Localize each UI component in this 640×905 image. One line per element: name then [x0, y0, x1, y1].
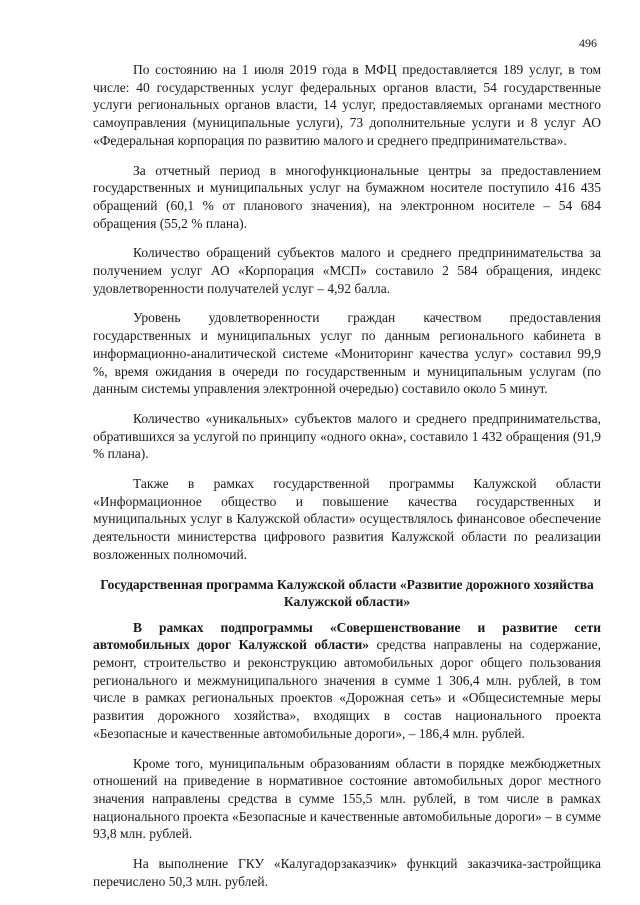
- paragraph-municipal-funds: Кроме того, муниципальным образованиям области в порядке межбюджетных отношений на приведение в нормативное состояние автомобильных дорог местного значения направлены средства в сумме 155,5 млн. рублей, в том числе в рамках национального проекта «Безопасные и качественные автомобильные дороги» – в сумме 93,8 млн. рублей.: [93, 755, 601, 842]
- subprogram-text: средства направлены на содержание, ремонт, строительство и реконструкцию автомобильных дорог общего пользования регионального и межмуниципального значения в сумме 1 306,4 млн. рублей, в том числе в рамках региональных проектов «Дорожная сеть» и «Общесистемные меры развития дорожного хозяйства», входящих в состав национального проекта «Безопасные и качественные автомобильные дороги», – 186,4 млн. рублей.: [93, 637, 601, 741]
- subprogram-title: В рамках подпрограммы «Совершенствование и развитие сети автомобильных дорог Калужской области»: [93, 619, 601, 653]
- paragraph-subprogram: [93, 619, 601, 743]
- document-body: [93, 61, 601, 902]
- paragraph-kaluga-customer: На выполнение ГКУ «Калугадорзаказчик» функций заказчика-застройщика перечислено 50,3 млн. рублей.: [93, 856, 601, 889]
- page-number: 496: [579, 36, 597, 50]
- paragraph-unique-subjects: Количество «уникальных» субъектов малого и среднего предпринимательства, обратившихся за услугой по принципу «одного окна», составило 1 432 обращения (91,9 % плана).: [93, 410, 601, 462]
- paragraph-mfc-services: По состоянию на 1 июля 2019 года в МФЦ предоставляется 189 услуг, в том числе: 40 государственных услуг федеральных органов власти, 54 государственные услуги региональных органов власти, 14 услуг, предоставляемых органами местного самоуправления (муниципальные услуги), 73 дополнительные услуги и 8 услуг АО «Федеральная корпорация по развитию малого и среднего предпринимательства».: [93, 62, 601, 148]
- section-heading: Государственная программа Калужской области «Развитие дорожного хозяйства Калужской области»: [100, 576, 594, 610]
- paragraph-appeals-count: За отчетный период в многофункциональные центры за предоставлением государственных и муниципальных услуг на бумажном носителе поступило 416 435 обращений (60,1 % от планового значения), на электронном носителе – 54 684 обращения (55,2 % плана).: [93, 162, 601, 231]
- paragraph-information-society: Также в рамках государственной программы Калужской области «Информационное общество и повышение качества государственных и муниципальных услуг в Калужской области» осуществлялось финансовое обеспечение деятельности министерства цифрового развития Калужской области по реализации возложенных полномочий.: [93, 476, 601, 562]
- paragraph-satisfaction-level: Уровень удовлетворенности граждан качеством предоставления государственных и муниципальных услуг по данным регионального кабинета в информационно-аналитической системе «Мониторинг качества услуг» составил 99,9 %, время ожидания в очереди по государственным и муниципальным услугам (по данным системы управления электронной очередью) составило около 5 минут.: [93, 310, 601, 397]
- paragraph-msp-appeals: Количество обращений субъектов малого и среднего предпринимательства за получением услуг АО «Корпорация «МСП» составило 2 584 обращения, индекс удовлетворенности получателей услуг – 4,92 балла.: [93, 245, 601, 296]
